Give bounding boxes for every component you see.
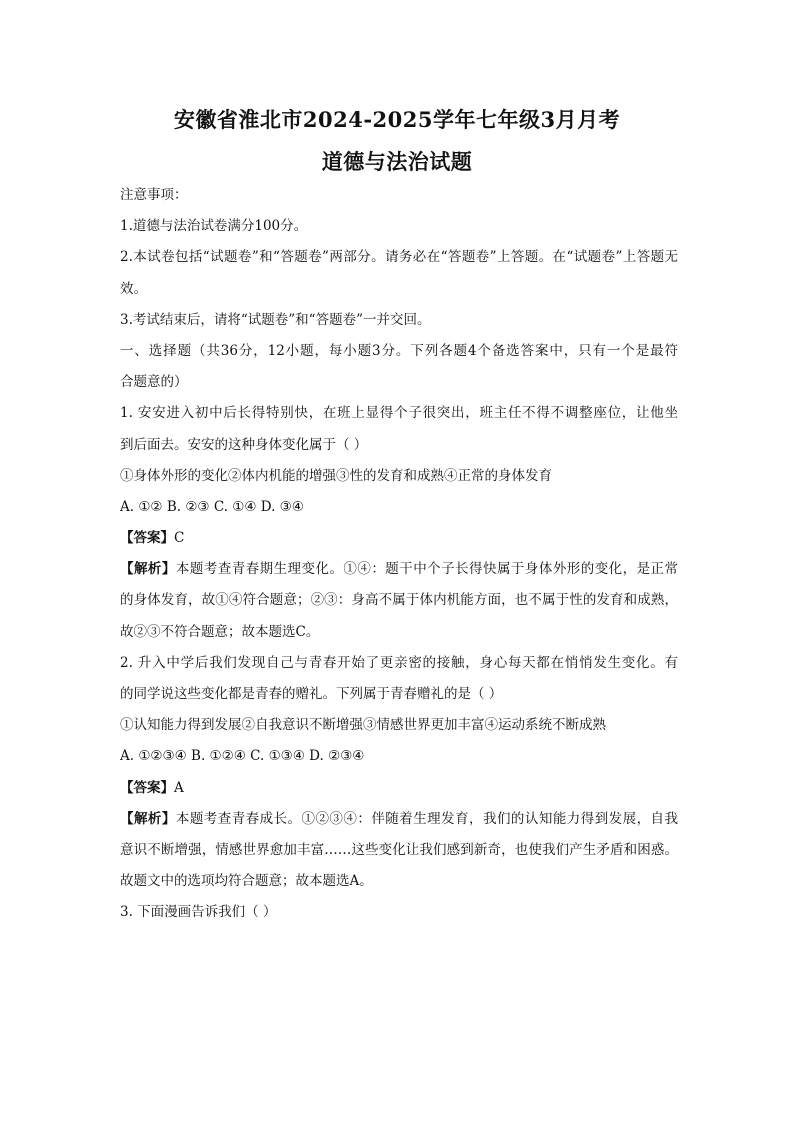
notes-heading: 注意事项：	[120, 187, 188, 203]
q1-stem-line-1: 1. 安安进入初中后长得特别快，在班上显得个子很突出，班主任不得不调整座位，让他坐	[120, 405, 678, 422]
q2-answer-tag: 【答案】	[120, 779, 174, 796]
q2-stem-line-1: 2. 升入中学后我们发现自己与青春开始了更亲密的接触，身心每天都在悄悄发生变化。有	[120, 654, 678, 671]
q1-analysis-tag: 【解析】	[120, 561, 176, 578]
q1-answer-tag: 【答案】	[120, 530, 174, 547]
q2-statements: ①认知能力得到发展②自我意识不断增强③情感世界更加丰富④运动系统不断成熟	[120, 717, 606, 734]
q3-stem: 3. 下面漫画告诉我们（ ）	[120, 904, 277, 921]
q2-stem-line-2: 的同学说这些变化都是青春的赠礼。下列属于青春赠礼的是（ ）	[120, 686, 503, 702]
q1-analysis-line-2: 的身体发育，故①④符合题意；②③：身高不属于体内机能方面，也不属于性的发育和成熟，	[120, 592, 678, 609]
q1-answer	[120, 523, 678, 554]
q2-options: A. ①②③④ B. ①②④ C. ①③④ D. ②③④	[120, 748, 365, 765]
q2-analysis-line-1	[120, 804, 678, 835]
note-item-3: 3.考试结束后，请将“试题卷”和“答题卷”一并交回。	[120, 311, 431, 328]
q1-analysis-line-1	[120, 554, 678, 585]
document-body	[120, 180, 678, 929]
q2-analysis-text: 本题考查青春成长。①②③④：伴随着生理发育，我们的认知能力得到发展，自我	[175, 810, 678, 827]
note-item-2-line-1: 2.本试卷包括“试题卷”和“答题卷”两部分。请务必在“答题卷”上答题。在“试题卷”上答题无	[120, 249, 678, 266]
q2-analysis-line-2: 意识不断增强，情感世界愈加丰富……这些变化让我们感到新奇，也使我们产生矛盾和困惑。	[120, 841, 678, 858]
q1-analysis-line-3: 故②③不符合题意；故本题选C。	[120, 623, 320, 640]
q1-analysis-text: 本题考查青春期生理变化。①④：题干中个子长得快属于身体外形的变化，是正常	[175, 561, 678, 578]
page-subtitle: 道德与法治试题	[321, 149, 473, 174]
q1-stem-line-2: 到后面去。安安的这种身体变化属于（ ）	[120, 436, 368, 453]
q2-analysis-tag: 【解析】	[120, 810, 176, 827]
q1-options: A. ①② B. ②③ C. ①④ D. ③④	[120, 498, 304, 515]
q2-answer	[120, 773, 678, 804]
q1-answer-value: C	[174, 530, 185, 547]
page-title: 安徽省淮北市2024-2025学年七年级3月月考	[173, 107, 621, 132]
q1-statements: ①身体外形的变化②体内机能的增强③性的发育和成熟④正常的身体发育	[120, 467, 552, 484]
section-intro-line-1: 一、选择题（共36分，12小题，每小题3分。下列各题4个备选答案中，只有一个是最符	[120, 342, 678, 359]
section-intro-line-2: 合题意的）	[120, 374, 188, 391]
note-item-2-line-2: 效。	[120, 280, 147, 297]
q2-answer-value: A	[174, 779, 184, 796]
q2-analysis-line-3: 故题文中的选项均符合题意；故本题选A。	[120, 873, 373, 890]
note-item-1: 1.道德与法治试卷满分100分。	[120, 218, 308, 235]
